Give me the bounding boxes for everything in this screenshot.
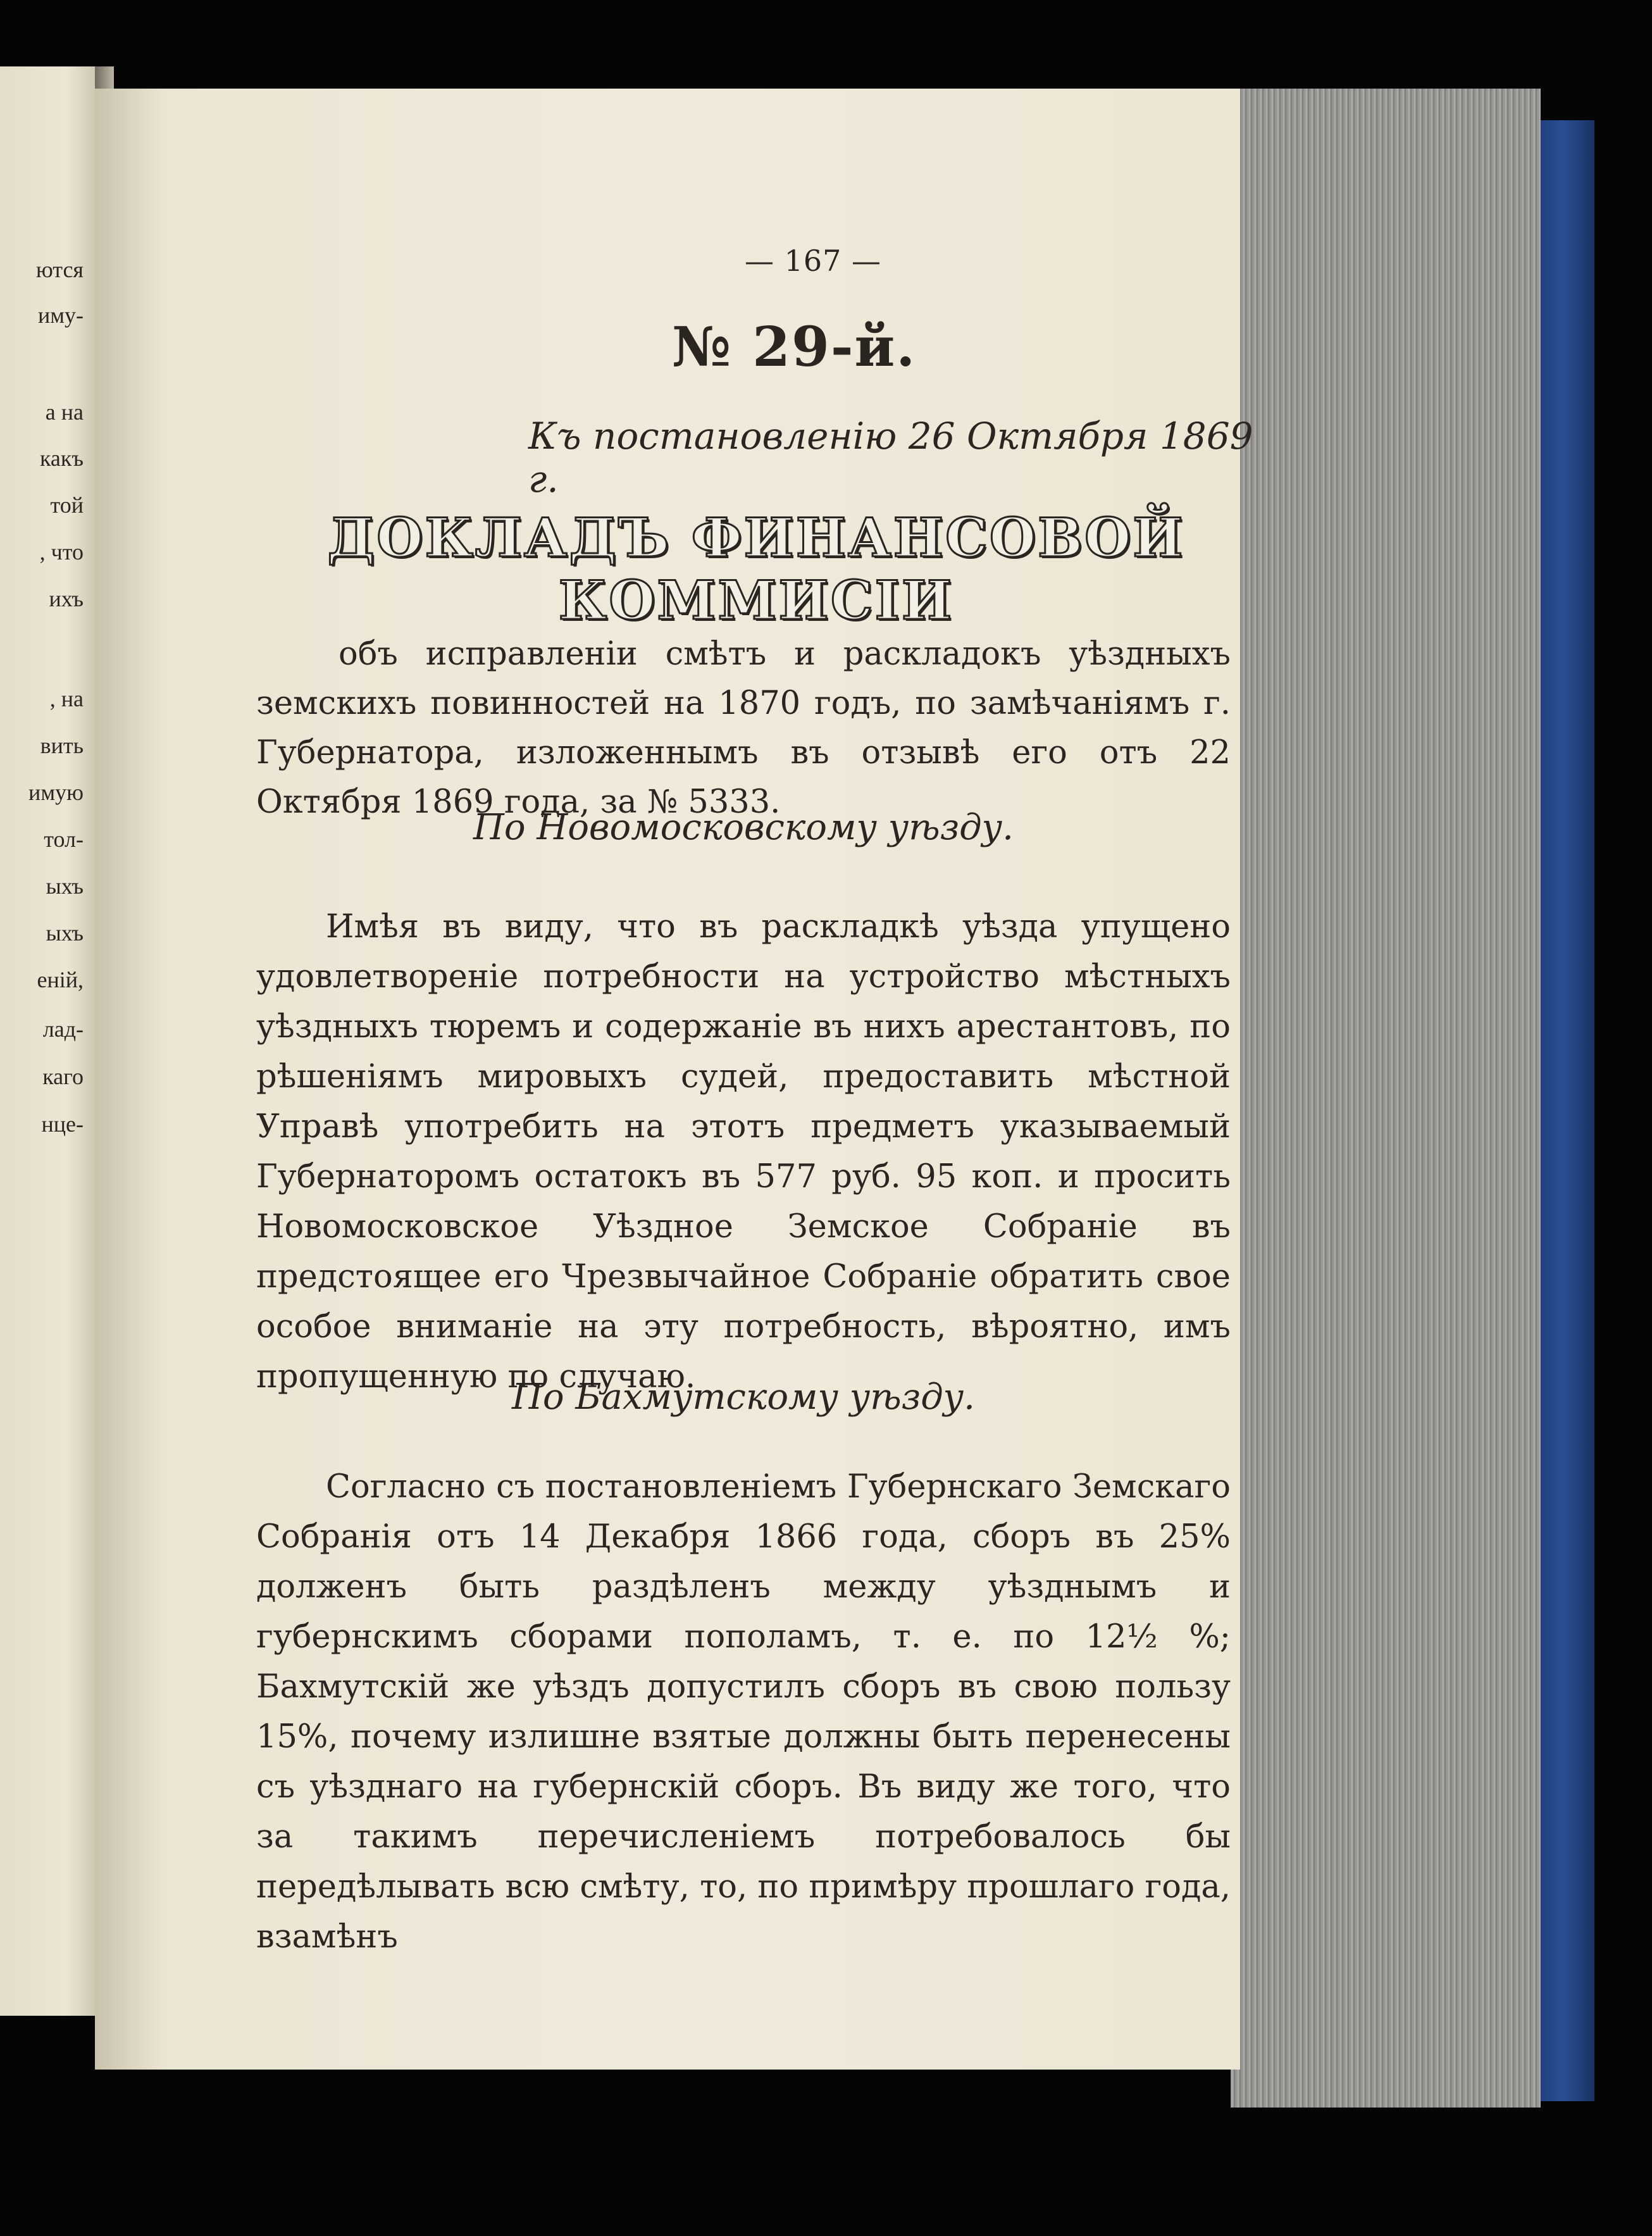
left-page-fragment: ыхъ: [46, 920, 84, 946]
left-page-fragment: тол-: [44, 827, 84, 852]
report-title: ДОКЛАДЪ ФИНАНСОВОЙ КОММИСІИ: [327, 506, 1185, 632]
intro-text: объ исправленіи смѣтъ и раскладокъ уѣздныхъ земскихъ повинностей на 1870 годъ, по замѣчаніямъ г. Губернатора, изложеннымъ въ отзывѣ его отъ 22 Октября 1869 года, за № 5333.: [256, 635, 1231, 821]
report-intro: [256, 630, 1231, 827]
left-page-fragment: ихъ: [49, 586, 84, 611]
left-page-fragment: , на: [49, 686, 84, 711]
left-page-fragment: лад-: [42, 1016, 84, 1042]
left-page-fragment: вить: [40, 733, 84, 758]
section-text-bakhmut: Согласно съ постановленіемъ Губернскаго Земскаго Собранія отъ 14 Декабря 1866 года, сборъ въ 25% долженъ быть раздѣленъ между уѣзднымъ и губернскимъ сборами пополамъ, т. е. по 12½ %; Бахмутскій же уѣздъ допустилъ сборъ въ свою пользу 15%, почему излишне взятые должны быть перенесены съ уѣзднаго на губернскій сборъ. Въ виду же того, что за такимъ перечисленіемъ потребовалось бы передѣлывать всю смѣту, то, по примѣру прошлаго года, взамѣнъ: [256, 1468, 1231, 1956]
page-number: — 167 —: [744, 244, 882, 278]
left-page-fragment: каго: [42, 1064, 84, 1089]
left-page-fragment: нце-: [41, 1111, 84, 1137]
book-cover-edge: [1531, 120, 1594, 2101]
left-page: [0, 66, 95, 2016]
left-page-fragment: иму-: [37, 303, 84, 328]
page-block-edges: [1231, 89, 1541, 2108]
document-page: [95, 89, 1253, 2070]
left-page-fragment: , что: [39, 539, 84, 565]
section-heading-novomoskovsk: По Новомосковскому уѣзду.: [473, 807, 1014, 848]
left-page-fragment: еній,: [37, 967, 84, 992]
left-page-fragment: имую: [28, 780, 84, 805]
section-text-novomoskovsk: Имѣя въ виду, что въ раскладкѣ уѣзда упущено удовлетвореніе потребности на устройство мѣстныхъ уѣздныхъ тюремъ и содержаніе въ нихъ арестантовъ, по рѣшеніямъ мировыхъ судей, предоставить мѣстной Управѣ употребить на этотъ предметъ указываемый Губернаторомъ остатокъ въ 577 руб. 95 коп. и просить Новомосковское Уѣздное Земское Собраніе въ предстоящее его Чрезвычайное Собраніе обратить свое особое вниманіе на эту потребность, вѣроятно, имъ пропущенную по случаю.: [256, 908, 1231, 1396]
resolution-reference: Къ постановленію 26 Октября 1869 г.: [528, 415, 1253, 501]
left-page-fragment: той: [50, 492, 84, 518]
left-page-fragment: а на: [45, 399, 84, 425]
left-page-fragment: какъ: [39, 446, 84, 471]
document-number: № 29-й.: [671, 315, 917, 379]
section-heading-bakhmut: По Бахмутскому уѣзду.: [512, 1377, 975, 1418]
left-page-fragment: ыхъ: [46, 873, 84, 899]
left-page-fragment: ются: [35, 257, 84, 282]
